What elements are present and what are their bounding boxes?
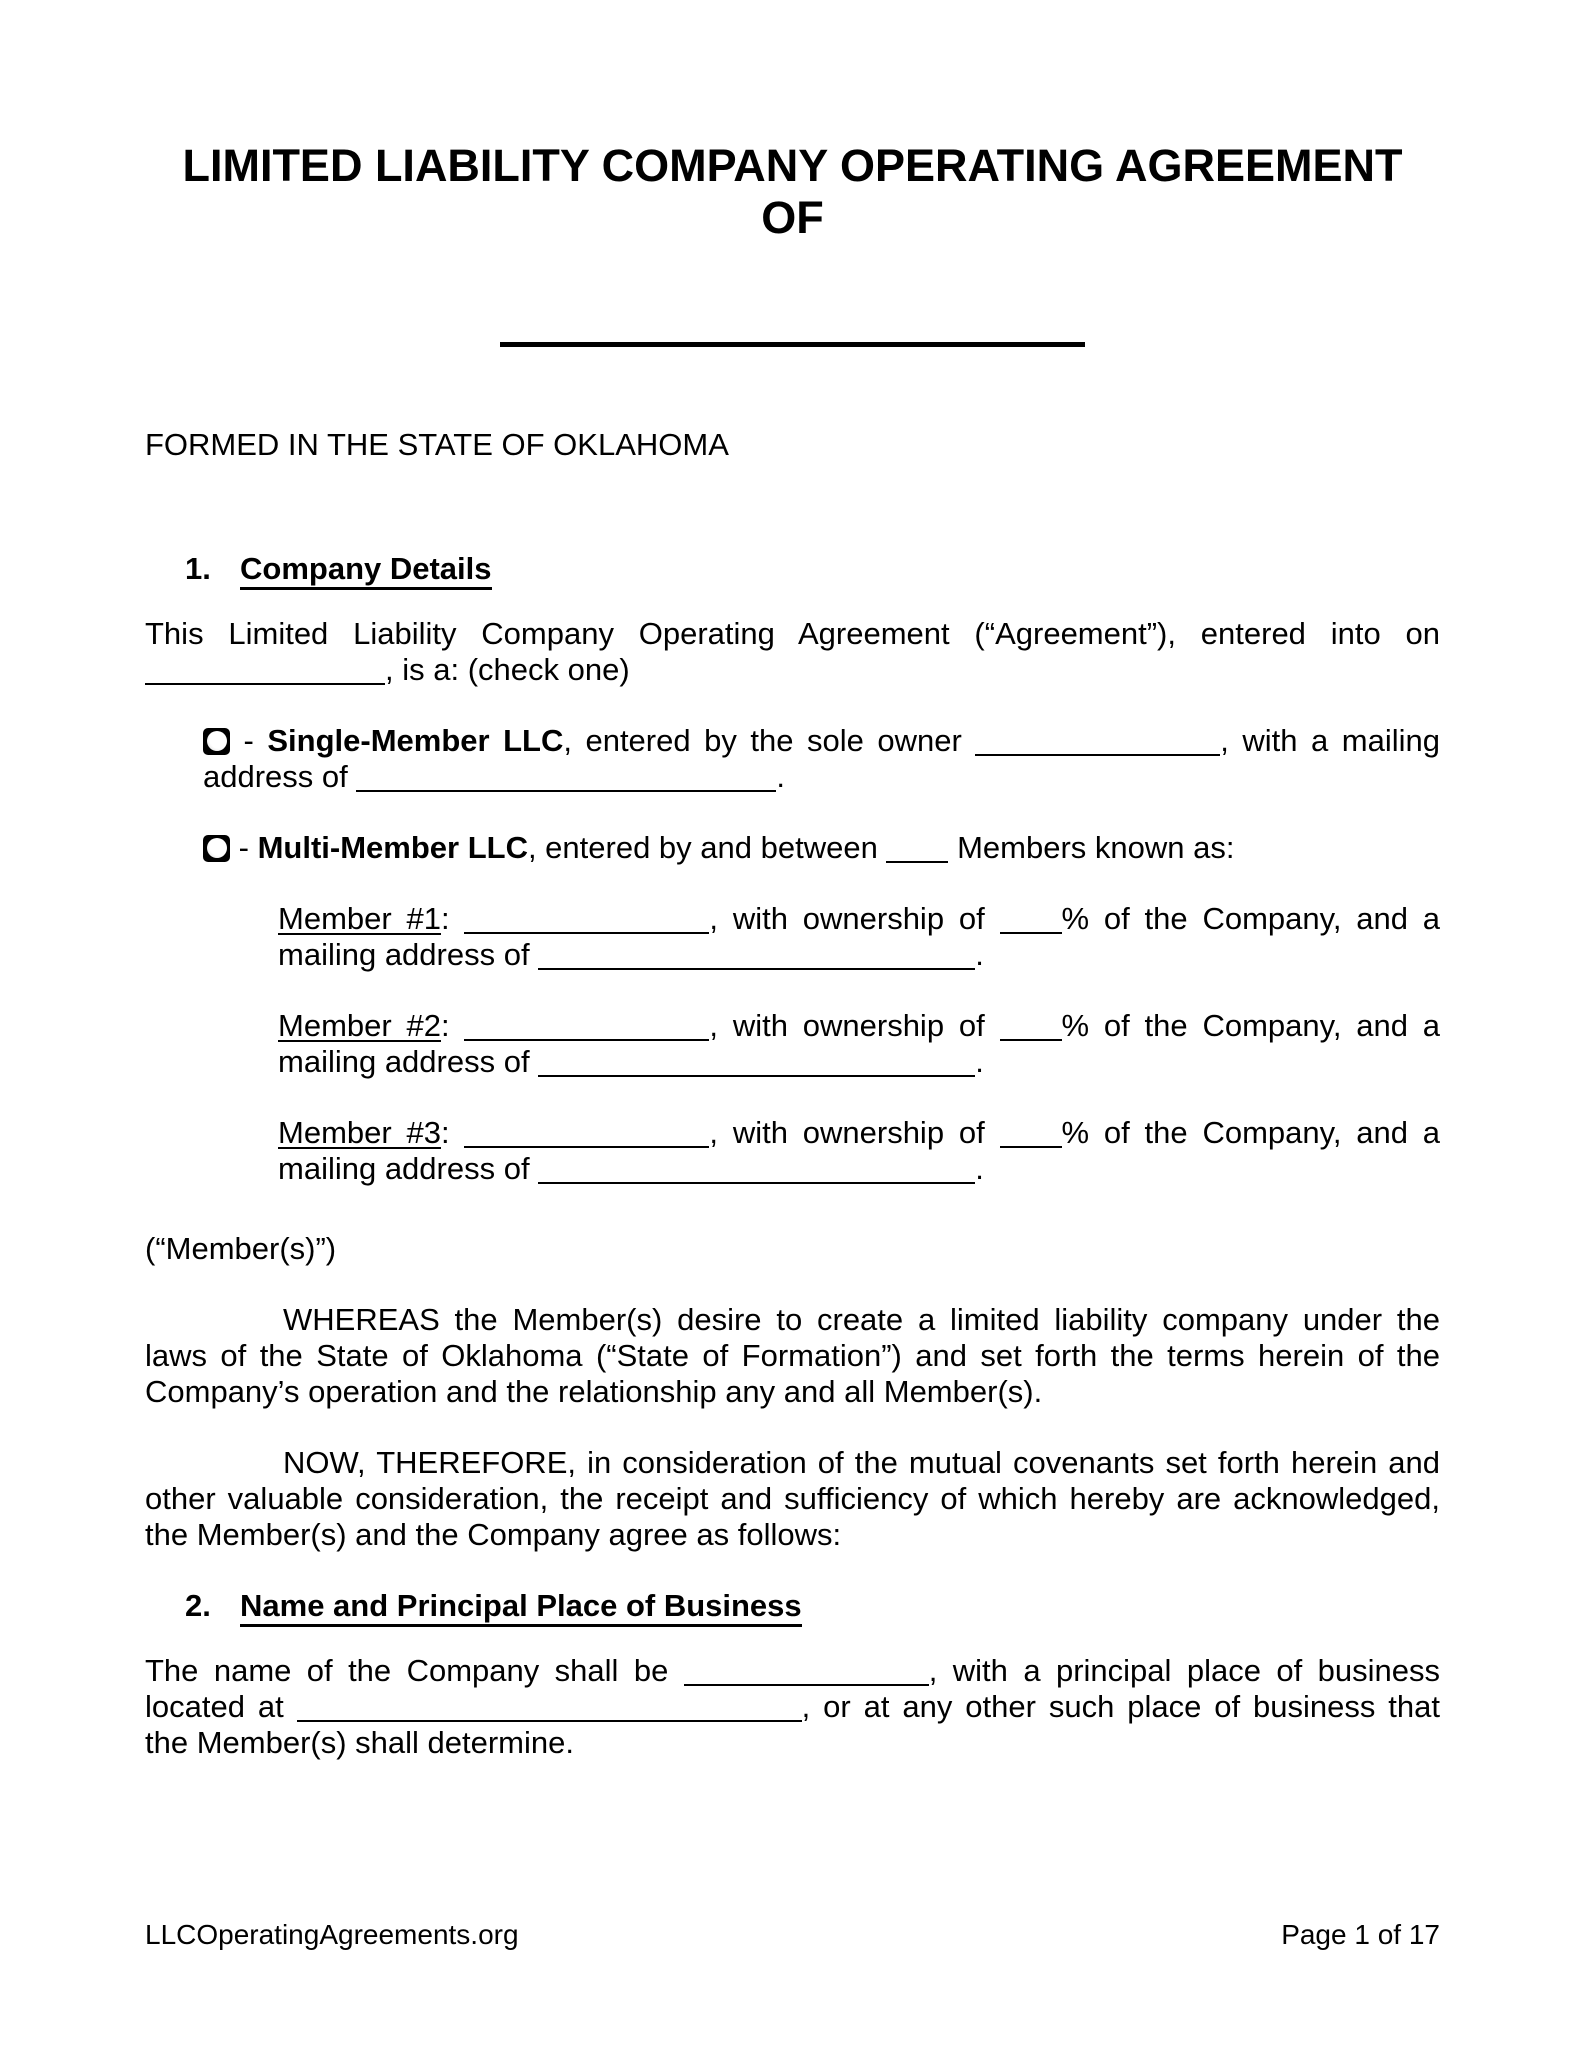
- section-2-text-2: , with a principal place of business located at: [145, 1652, 1440, 1724]
- member-2-mailing-address-blank[interactable]: [538, 1072, 975, 1077]
- section-1-heading: [145, 551, 1440, 587]
- section-2-number: 2.: [185, 1587, 211, 1623]
- member-1-text-1: , with ownership of: [709, 900, 985, 936]
- page-footer: [145, 1918, 1440, 1952]
- member-2-name-blank[interactable]: [464, 1036, 709, 1041]
- member-2-period: .: [975, 1043, 984, 1079]
- multi-member-label: Multi-Member LLC: [257, 829, 528, 865]
- business-address-blank[interactable]: [297, 1717, 802, 1722]
- section-2-text-3: , or at any other such place of business that the Member(s) shall determine.: [145, 1688, 1441, 1760]
- member-3-label: Member #3: [278, 1114, 441, 1150]
- member-2-text-1: , with ownership of: [709, 1007, 985, 1043]
- multi-member-text-1: , entered by and between: [527, 829, 878, 865]
- intro-text-pre: This Limited Liability Company Operating Agreement (“Agreement”), entered into on: [145, 615, 1440, 651]
- member-3-mailing-address-blank[interactable]: [538, 1179, 975, 1184]
- member-1-mailing-address-blank[interactable]: [538, 965, 975, 970]
- footer-page-number: Page 1 of 17: [1281, 1919, 1440, 1950]
- company-name-blank-line[interactable]: [500, 342, 1085, 347]
- document-title: LIMITED LIABILITY COMPANY OPERATING AGREEMENT OF: [182, 140, 1403, 243]
- member-3-row: [145, 1115, 1440, 1187]
- member-3-text-2: % of the Company, and a mailing address of: [278, 1114, 1440, 1186]
- member-2-ownership-blank[interactable]: [1000, 1036, 1062, 1041]
- section-2-heading: [145, 1588, 1440, 1624]
- member-1-label: Member #1: [278, 900, 441, 936]
- member-1-colon: :: [440, 900, 450, 936]
- member-2-label: Member #2: [278, 1007, 441, 1043]
- single-member-dash: -: [243, 722, 254, 758]
- member-3-ownership-blank[interactable]: [1000, 1143, 1062, 1148]
- sole-owner-name-blank[interactable]: [975, 751, 1220, 756]
- section-1-number: 1.: [185, 550, 211, 586]
- member-2-text-2: % of the Company, and a mailing address of: [278, 1007, 1440, 1079]
- multi-member-checkbox-icon[interactable]: [203, 835, 230, 862]
- single-member-label: Single-Member LLC: [267, 722, 564, 758]
- single-member-text-2: , with a mailing address of: [203, 722, 1440, 794]
- member-1-name-blank[interactable]: [464, 929, 709, 934]
- now-therefore-paragraph: NOW, THEREFORE, in consideration of the mutual covenants set forth herein and other valuable consideration, the receipt and sufficiency of which hereby are acknowledged, the Member(s) and the Company agree as follows:: [145, 1444, 1440, 1552]
- member-1-period: .: [975, 936, 984, 972]
- multi-member-option: [145, 830, 1440, 866]
- member-3-text-1: , with ownership of: [709, 1114, 985, 1150]
- company-name-paragraph: [145, 1653, 1440, 1761]
- single-member-text-1: , entered by the sole owner: [563, 722, 962, 758]
- member-count-blank[interactable]: [886, 858, 948, 863]
- member-3-period: .: [975, 1150, 984, 1186]
- member-1-text-2: % of the Company, and a mailing address of: [278, 900, 1440, 972]
- footer-website: LLCOperatingAgreements.org: [145, 1919, 519, 1950]
- member-1-row: [145, 901, 1440, 973]
- member-2-row: [145, 1008, 1440, 1080]
- multi-member-text-2: Members known as:: [957, 829, 1235, 865]
- member-3-colon: :: [440, 1114, 450, 1150]
- multi-member-dash: -: [238, 829, 249, 865]
- single-member-period: .: [776, 758, 786, 794]
- single-member-mailing-address-blank[interactable]: [356, 787, 776, 792]
- whereas-paragraph: WHEREAS the Member(s) desire to create a limited liability company under the laws of the State of Oklahoma (“State of Formation”) and set forth the terms herein of the Company’s operation and the relationship any and all Member(s).: [145, 1301, 1440, 1409]
- section-1-title: Company Details: [240, 551, 492, 590]
- intro-text-post: , is a: (check one): [385, 651, 630, 687]
- members-note: (“Member(s)”): [145, 1230, 337, 1266]
- single-member-checkbox-icon[interactable]: [203, 728, 230, 755]
- formed-state-line: FORMED IN THE STATE OF OKLAHOMA: [145, 426, 729, 462]
- intro-paragraph: [145, 616, 1440, 688]
- section-2-text-1: The name of the Company shall be: [145, 1652, 669, 1688]
- member-3-name-blank[interactable]: [464, 1143, 709, 1148]
- single-member-option: [145, 723, 1440, 795]
- agreement-date-blank[interactable]: [145, 680, 385, 685]
- member-1-ownership-blank[interactable]: [1000, 929, 1062, 934]
- section-2-title: Name and Principal Place of Business: [240, 1588, 802, 1627]
- company-name-blank[interactable]: [684, 1681, 929, 1686]
- member-2-colon: :: [440, 1007, 450, 1043]
